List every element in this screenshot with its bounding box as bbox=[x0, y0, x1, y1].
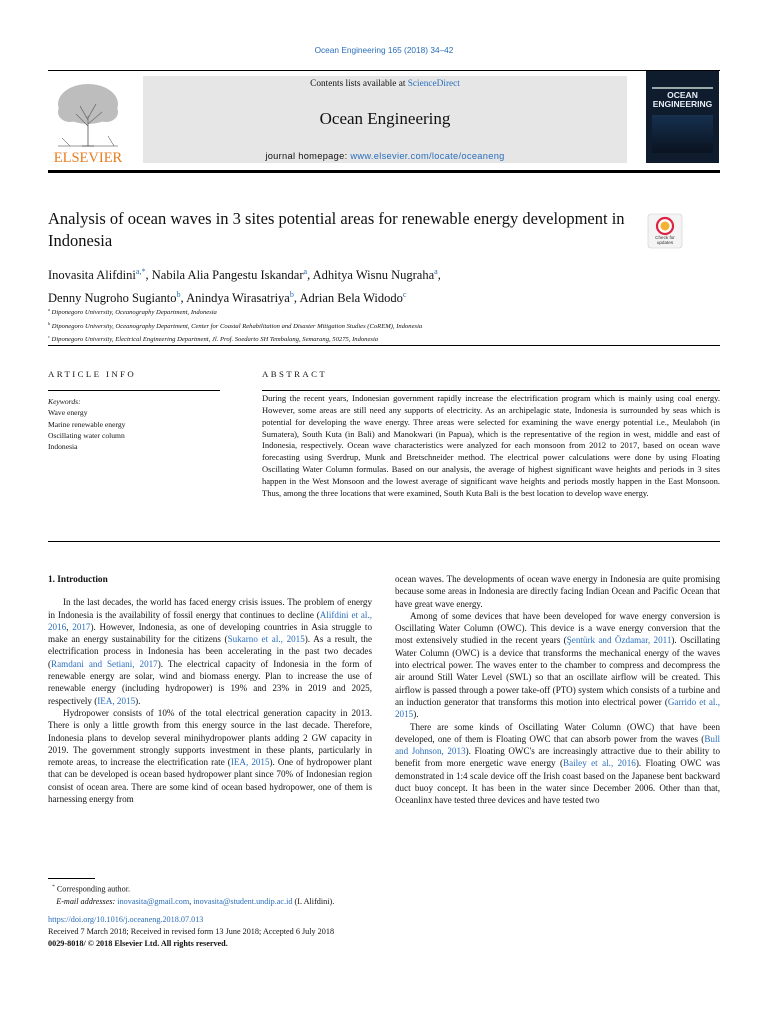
header-rule bbox=[48, 70, 720, 71]
citation-link[interactable]: Bailey et al., 2016 bbox=[563, 758, 636, 769]
paragraph-text: ). However, Indonesia, as one of developing countries in Asia struggle to make an energy sustainability for the citizens ( bbox=[48, 621, 373, 645]
cover-image bbox=[652, 115, 713, 153]
paragraph-text: There are some kinds of Oscillating Water Column (OWC) that have been developed, one of them is Floating OWC that can absorb power from the waves ( bbox=[395, 721, 720, 744]
body-right-column bbox=[395, 573, 720, 807]
paragraph-text: ). As a result, the electrification process in Indonesia has been accelerating in the past two decades ( bbox=[48, 634, 373, 669]
paragraph-text: ). One of hydropower plant that can be developed is ocean based hydropower plant since 70% of Indonesian region consist of ocean area. There are some kind of ocean based hydropower, one of them is harnessing energy from bbox=[48, 757, 372, 805]
corresponding-author-note bbox=[48, 881, 648, 896]
article-meta bbox=[48, 914, 648, 950]
citation-link[interactable]: Şentürk and Özdamar, 2011 bbox=[566, 635, 672, 646]
check-for-updates-badge[interactable] bbox=[647, 213, 683, 249]
homepage-prefix: journal homepage: bbox=[265, 151, 351, 161]
affiliation-label: c bbox=[48, 334, 50, 340]
paragraph bbox=[395, 721, 720, 807]
paragraph bbox=[48, 596, 372, 707]
paragraph-text: Among of some devices that have been developed for wave energy conversion is Oscillating Water Column (OWC). This device is a wave energy conversion that the most extensively studied in the recent years ( bbox=[395, 610, 720, 646]
paragraph-text: ). Oscillating Water Column (OWC) is a device that transforms the mechanical energy of the waves into electrical power. The waves enter to the chamber to compress and decompress the air around Still Water Level (SWL) so that an oscillate airflow will be created. This airflow is passed through a power take-off (PTO) system which consists of a turbine and an induction generator that transforms this motion into electrical power ( bbox=[395, 635, 721, 707]
body-left-column bbox=[48, 574, 372, 805]
citation-link[interactable]: IEA, 2015 bbox=[97, 695, 136, 706]
affiliation-text: Diponegoro University, Oceanography Department, Indonesia bbox=[49, 309, 217, 317]
paragraph bbox=[395, 610, 720, 721]
abstract-text: During the recent years, Indonesian government rapidly increase the electrification program which is mainly using coal energy. However, some areas are still need any supports of electricity. As an archipelagic state, Indonesia is surrounded by seas which is potential for developing the wave energy. Three areas were selected for examining the wave energy potential i.e., Meulaboh (in Sumatera), South Kuta (in Bali) and Manokwari (in Papua), which is the representative of the region in west, middle and east of Indonesia, respectively. Ocean wave characteristics were analyzed for each monsoon from 2012 to 2017, based on ocean wave forecasting using Sverdrup, Munk and Bretschneider method. The electrical power calculations were done by using Floating Oscillating Water Column formulas. Based on our analysis, the average of highest significant wave heights and periods in 3 sites happen in the West Monsoon and the lowest average of significant wave heights and periods mostly happen in the East Monsoon. Thus, among the three locations that were examined, South Kuta Bali is the best location to develop wave energy. bbox=[262, 393, 720, 498]
affiliation-list bbox=[48, 305, 698, 346]
doi-link[interactable]: https://doi.org/10.1016/j.oceaneng.2018.07.013 bbox=[48, 915, 204, 924]
citation-link[interactable]: Alifdini et al., 2016 bbox=[48, 609, 373, 632]
keywords-block bbox=[48, 396, 125, 452]
author-name[interactable]: Nabila Alia Pangestu Iskandar bbox=[151, 268, 304, 283]
citation-link[interactable]: Ramdani and Setiani, 2017 bbox=[51, 658, 158, 669]
affiliation-text: Diponegoro University, Oceanography Department, Center for Coastal Rehabilitation and Disaster Mitigation Studies (CoREM), Indonesia bbox=[50, 322, 423, 330]
keywords-label: Keywords: bbox=[48, 397, 81, 406]
author-name[interactable]: Inovasita Alifdini bbox=[48, 268, 136, 283]
paragraph-text: ). Floating OWC's are increasingly attractive due to their ability to benefit from more energetic wave energy ( bbox=[395, 746, 720, 769]
email-label: E-mail addresses: bbox=[56, 896, 116, 906]
sciencedirect-link[interactable]: ScienceDirect bbox=[407, 79, 460, 89]
article-info-rule bbox=[48, 390, 220, 391]
author-affiliation-mark[interactable]: b bbox=[289, 290, 294, 300]
footnote bbox=[48, 881, 648, 908]
author-affiliation-mark[interactable]: c bbox=[402, 290, 407, 300]
affiliation-text: Diponegoro University, Electrical Engineering Department, Jl. Prof. Soedarto SH Tembalang, Semarang, 50275, Indonesia bbox=[49, 336, 379, 344]
paper-title: Analysis of ocean waves in 3 sites potential areas for renewable energy development in Indonesia bbox=[48, 209, 625, 250]
paragraph-text: , bbox=[66, 621, 73, 632]
citation-link[interactable]: Bull and Johnson, 2013 bbox=[395, 733, 720, 757]
abstract-heading: ABSTRACT bbox=[262, 369, 328, 379]
received-dates: Received 7 March 2018; Received in revised form 13 June 2018; Accepted 6 July 2018 bbox=[48, 927, 335, 936]
abstract-bottom-rule bbox=[48, 541, 720, 542]
paragraph bbox=[48, 707, 372, 805]
email-link-1[interactable]: inovasita@gmail.com bbox=[117, 896, 190, 906]
paragraph bbox=[395, 573, 720, 610]
cover-title: OCEAN ENGINEERING bbox=[652, 90, 713, 109]
journal-homepage-line bbox=[143, 151, 627, 161]
author-affiliation-mark[interactable]: a bbox=[434, 267, 438, 276]
journal-citation[interactable]: Ocean Engineering 165 (2018) 34–42 bbox=[314, 45, 454, 55]
keyword-item: Wave energy bbox=[48, 408, 88, 418]
author-name[interactable]: Anindya Wirasatriya bbox=[186, 291, 290, 306]
affiliation-item bbox=[48, 319, 698, 333]
paragraph-text: ). Floating OWC was demonstrated in 1:4 scale device off the Irish coast based on the Japanese bent backward duct buoy concept. It has been in the water since December 2006. Other than that, Oceanlinx have tested three devices and have tested two bbox=[395, 758, 721, 806]
journal-title: Ocean Engineering bbox=[319, 109, 451, 128]
author-affiliation-mark[interactable]: a,* bbox=[135, 267, 146, 276]
header-thick-rule bbox=[48, 170, 720, 173]
paragraph-text: ). bbox=[135, 695, 141, 706]
corresponding-mark: * bbox=[52, 884, 55, 890]
homepage-link[interactable]: www.elsevier.com/locate/oceaneng bbox=[350, 151, 505, 161]
email-suffix: (I. Alifdini). bbox=[292, 896, 335, 906]
citation-link[interactable]: 2017 bbox=[72, 621, 91, 632]
affiliation-item bbox=[48, 332, 698, 346]
contents-prefix: Contents lists available at bbox=[310, 79, 408, 89]
paragraph-text: ocean waves. The developments of ocean wave energy in Indonesia are quite promising because some areas in Indonesia are directly facing Indian Ocean and Pacific Ocean that have great wave energy. bbox=[395, 574, 720, 609]
author-name[interactable]: Adhitya Wisnu Nugraha bbox=[312, 268, 435, 283]
publisher-name: ELSEVIER bbox=[53, 150, 123, 164]
author-list: Inovasita Alifdini$^{a,*}$, Nabila Alia Pangestu Iskandar$^a$, Adhitya Wisnu Nugraha$^a$, Denny Nugroho Sugianto$^b$, Anindya Wirasatriya$^b$, Adrian Bela Widodo$^c$ bbox=[48, 267, 441, 306]
citation-link[interactable]: Sukarno et al., 2015 bbox=[227, 634, 305, 645]
keyword-item: Oscillating water column bbox=[48, 430, 125, 440]
journal-cover[interactable] bbox=[646, 71, 719, 163]
title-block-rule bbox=[48, 345, 720, 346]
check-updates-label: Check for updates bbox=[655, 235, 675, 245]
affiliation-label: a bbox=[48, 307, 50, 312]
affiliation-item bbox=[48, 305, 698, 319]
abstract-rule bbox=[262, 390, 720, 391]
author-affiliation-mark[interactable]: b bbox=[176, 290, 181, 300]
author-name[interactable]: Denny Nugroho Sugianto bbox=[48, 291, 177, 306]
author-name[interactable]: Adrian Bela Widodo bbox=[299, 291, 403, 306]
keyword-item: Indonesia bbox=[48, 442, 78, 452]
corresponding-label: Corresponding author. bbox=[56, 884, 131, 894]
citation-link[interactable]: Garrido et al., 2015 bbox=[395, 696, 720, 720]
copyright-line: 0029-8018/ © 2018 Elsevier Ltd. All rights reserved. bbox=[48, 939, 228, 948]
paragraph-text: Hydropower consists of 10% of the total electrical generation capacity in 2013. There is only a little growth from this energy source in the last decade. Therefore, Indonesia plans to develop several minihydropower plants adding 2 GW capacity in 2019. The government strongly supports investment in these plants, particularly in remote areas, to increase the electrification rate ( bbox=[48, 707, 372, 768]
keyword-item: Marine renewable energy bbox=[48, 419, 126, 429]
email-line: E-mail addresses: inovasita@gmail.com, inovasita@student.undip.ac.id (I. Alifdini). bbox=[56, 896, 335, 906]
elsevier-logo[interactable] bbox=[48, 76, 128, 164]
cover-rule bbox=[652, 87, 713, 89]
contents-line bbox=[143, 79, 627, 89]
paragraph-text: ). bbox=[413, 709, 419, 720]
elsevier-tree-icon bbox=[48, 76, 128, 164]
section-title: 1. Introduction bbox=[48, 575, 108, 585]
email-link-2[interactable]: inovasita@student.undip.ac.id bbox=[193, 896, 293, 906]
keyword-list bbox=[48, 407, 125, 452]
citation-link[interactable]: IEA, 2015 bbox=[230, 757, 270, 768]
footnote-rule bbox=[48, 878, 95, 879]
article-info-heading: ARTICLE INFO bbox=[48, 369, 137, 379]
affiliation-label: b bbox=[48, 320, 51, 326]
paragraph-text: In the last decades, the world has faced energy crisis issues. The problem of energy in Indonesia is the availability of fossil energy that continues to decline ( bbox=[48, 597, 372, 620]
paragraph-text: ). The electrical capacity of Indonesia in the form of renewable energy are solar, wind and biomass energy. Plan to increase the use of renewable energy (including hydropower) is 19% and 23% in 2019 and 2025, respectively ( bbox=[48, 658, 372, 706]
author-affiliation-mark[interactable]: a bbox=[303, 267, 308, 276]
